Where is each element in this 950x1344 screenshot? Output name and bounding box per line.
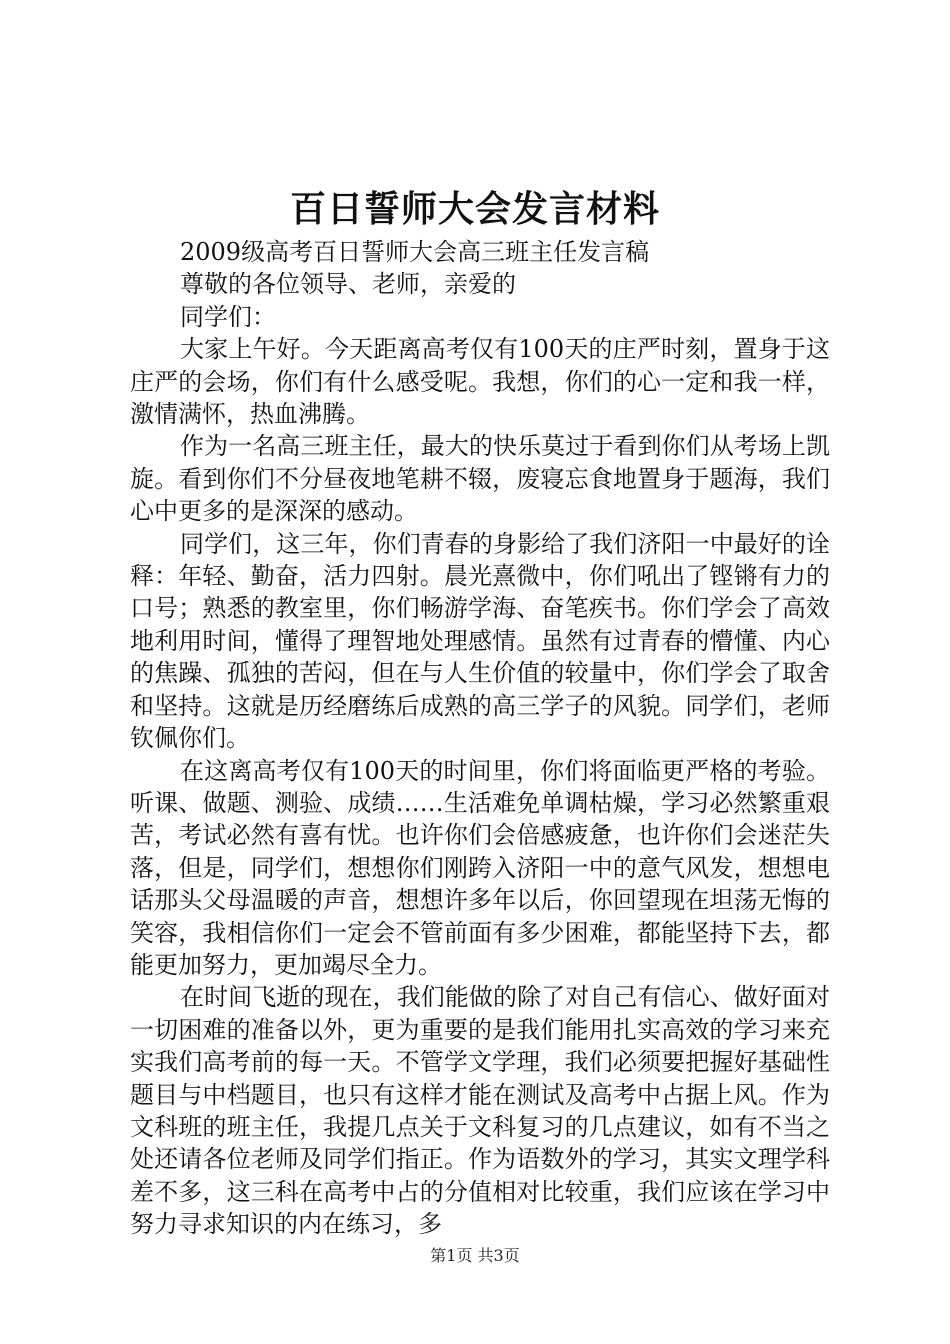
paragraph: 同学们，这三年，你们青春的身影给了我们济阳一中最好的诠释：年轻、勤奋，活力四射。晨光熹微中，你们吼出了铿锵有力的口号；熟悉的教室里，你们畅游学海、奋笔疾书。你们学会了高效地利用时间，懂得了理智地处理感情。虽然有过青春的懵懂、内心的焦躁、孤独的苦闷，但在与人生价值的较量中，你们学会了取舍和坚持。这就是历经磨练后成熟的高三学子的风貌。同学们，老师钦佩你们。	[130, 529, 830, 753]
document-title: 百日誓师大会发言材料	[289, 188, 660, 230]
salutation-line-1: 尊敬的各位领导、老师，亲爱的	[180, 270, 516, 299]
document-subtitle: 2009级高考百日誓师大会高三班主任发言稿	[180, 238, 650, 266]
document-body	[130, 236, 830, 1241]
paragraph: 在这离高考仅有100天的时间里，你们将面临更严格的考验。听课、做题、测验、成绩……生活难免单调枯燥，学习必然繁重艰苦，考试必然有喜有忧。也许你们会倍感疲惫，也许你们会迷茫失落，但是，同学们，想想你们刚跨入济阳一中的意气风发，想想电话那头父母温暖的声音，想想许多年以后，你回望现在坦荡无悔的笑容，我相信你们一定会不管前面有多少困难，都能坚持下去，都能更加努力，更加竭尽全力。	[130, 756, 830, 979]
page-number-footer: 第1页 共3页	[430, 1246, 520, 1265]
paragraph: 作为一名高三班主任，最大的快乐莫过于看到你们从考场上凯旋。看到你们不分昼夜地笔耕不辍，废寝忘食地置身于题海，我们心中更多的是深深的感动。	[130, 432, 830, 526]
paragraph: 大家上午好。今天距离高考仅有100天的庄严时刻，置身于这庄严的会场，你们有什么感受呢。我想，你们的心一定和我一样，激情满怀，热血沸腾。	[130, 335, 830, 429]
paragraph: 在时间飞逝的现在，我们能做的除了对自己有信心、做好面对一切困难的准备以外，更为重要的是我们能用扎实高效的学习来充实我们高考前的每一天。不管学文学理，我们必须要把握好基础性题目与中档题目，也只有这样才能在测试及高考中占据上风。作为文科班的班主任，我提几点关于文科复习的几点建议，如有不当之处还请各位老师及同学们指正。作为语数外的学习，其实文理学科差不多，这三科在高考中占的分值相对比较重，我们应该在学习中努力寻求知识的内在练习，多	[130, 983, 830, 1239]
salutation-line-2: 同学们：	[180, 302, 276, 331]
